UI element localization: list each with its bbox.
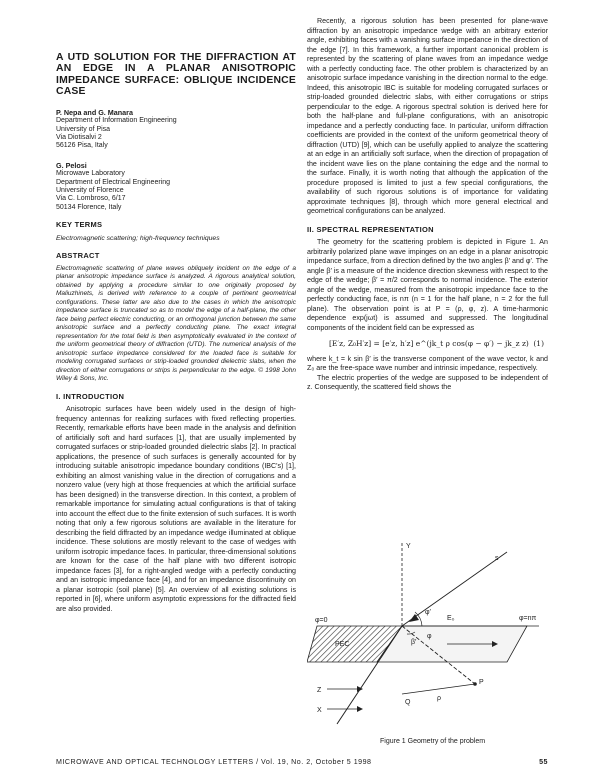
rho-line	[402, 684, 475, 694]
label-p: P	[479, 679, 484, 686]
affiliation-line: Via Diotisalvi 2	[56, 133, 102, 141]
label-e0: E₀	[447, 615, 455, 622]
introduction-text: Anisotropic surfaces have been widely used in the design of high-frequency antennas for realizing surfaces with fixed reflecting properties. Recently, remarkable efforts have been made in the analysis and definition of artificially soft and hard surfaces [1], that are usually implemented by corrugated surfaces or strip-loaded grounded dielectric slabs [2]. In practical applications, the presence of such surfaces is generally accounted for by introducing suitable anisotropic impedance boundary conditions (IBC's) [1], exhibiting an almost vanishing value in the direction of corrugations and a nonzero value (very high at those frequencies at which the artificial surface has been designed) in the transverse direction. In this context, a problem of remarkable importance for simulating actual configurations is that of taking into account the effect due to the finite extension of such surfaces. It is worth noting that only a few rigorous solutions are available in the literature for describing the field diffracted by an impedance wedge illuminated at oblique incidence. These solutions are mostly relevant to the case of wedges with uniform isotropic impedance faces. In particular, three-dimensional solutions are known for the case of the half plane with two different isotropic impedance faces [3], for a right-angled wedge with a perfectly conducting and an isotropic impedance face [4], and for an impedance discontinuity on a planar isotropic (soil plane) [5]. An overview of all existing solutions is reported in [6], where uniform asymptotic expressions for the diffracted field are also provided.	[56, 405, 297, 613]
affiliation-line: Microwave Laboratory	[56, 170, 125, 178]
label-y: Y	[406, 543, 411, 550]
label-phi-prime: φ′	[425, 609, 431, 616]
x-arrow-head	[357, 706, 363, 712]
key-terms-heading: KEY TERMS	[56, 220, 103, 230]
authors-group-1: P. Nepa and G. Manara	[56, 107, 133, 117]
affiliation-line: University of Florence	[56, 187, 124, 195]
label-phi-0: φ=0	[315, 617, 328, 624]
equation-number: (1)	[533, 339, 544, 348]
authors-group-2: G. Pelosi	[56, 160, 87, 170]
section-2-paragraph-3: The electric properties of the wedge are supposed to be independent of z. Consequently, the scattered field shows the	[307, 373, 548, 391]
right-column	[307, 17, 548, 393]
equation-body: [E′z, Z₀H′z] = [e′z, h′z] e^(jk_t ρ cos(φ − φ′) − jk_z z)	[329, 339, 529, 348]
affiliation-2	[56, 170, 296, 212]
figure-caption: Figure 1 Geometry of the problem	[380, 738, 486, 745]
introduction-heading: I. INTRODUCTION	[56, 391, 125, 401]
right-paragraph-1: Recently, a rigorous solution has been presented for plane-wave diffraction by an anisotropic impedance wedge with an arbitrary exterior angle, exhibiting faces with a vanishing surface impedance in the direction of the edge [7]. In this framework, a further important canonical problem is represented by the scattering of plane waves from an impedance wedge with a perfectly conducting face. The other problem is characterized by an anisotropic surface impedance vanishing in the direction normal to the edge. Indeed, this anisotropic IBC is suitable for modeling corrugated surfaces or strip-loaded grounded dielectric slabs, with either corrugations or strips perpendicular to the edge. A rigorous spectral solution is derived here for both the half-plane and full-plane configurations, with an anisotropic impedance and a perfectly conducting face. In particular, uniform diffraction coefficients are provided in the context of the uniform geometrical theory of diffraction (UTD) [9], which can be usefully applied to analyze the scattering at an edge in an artificially soft surface, when the direction of propagation of the incident wave lies on the plane containing the edge and the normal to the surface. Finally, it is worth noting that although the application of the procedure proposed is limited to just a few special configurations, the availability of such rigorous solutions is of importance for validating approximate techniques [8], through which more general electrical and geometrical configurations can be analyzed.	[307, 17, 548, 215]
section-2-paragraph-1: The geometry for the scattering problem is depicted in Figure 1. An arbitrarily polarized plane wave impinges on an edge in a planar anisotropic impedance surface, from a direction defined by the two angles β′ and φ′. The angle β′ is a measure of the incidence direction skewness with respect to the edge of the wedge; β′ = π/2 corresponds to normal incidence. The exterior angle of the wedge, measured from the anisotropic impedance face to the perfectly conducting face, is nπ (n = 1 for the half plane, n = 2 for the full plane). The observation point is at P = (ρ, φ, z). A time-harmonic dependence exp(jωt) is assumed and suppressed. The longitudinal components of the incident field can be expressed as	[307, 238, 548, 332]
label-x: X	[317, 707, 322, 714]
section-2-heading: II. SPECTRAL REPRESENTATION	[307, 224, 434, 234]
label-beta-prime: β′	[411, 639, 417, 646]
affiliation-line: Via C. Lombroso, 6/17	[56, 195, 126, 203]
observation-point	[473, 682, 477, 686]
affiliation-line: 50134 Florence, Italy	[56, 203, 122, 211]
abstract-text: Electromagnetic scattering of plane waves obliquely incident on the edge of a planar anisotropic impedance surface is analyzed. A rigorous analytical solution, obtained by applying a procedure similar to one originally proposed by Maliuzhinets, is derived with reference to a couple of pertinent geometrical configurations. These latter are also due to the cases in which the anisotropic impedance surface is truncated so as to model the edge of a half-plane, the other face being perfect electric conducting, or an orthogonal junction between the same anisotropic surface and a perfectly conducting plane. The exact integral representation for the total field is then asymptotically evaluated in the context of the uniform geometrical theory of diffraction (UTD). The numerical analysis of the anisotropic surface impedance considered for the loaded face is suitable for modeling corrugated surfaces or strip-loaded grounded dielectric slabs, when the direction of either corrugations or strips is perpendicular to the edge. © 1998 John Wiley & Sons, Inc.	[56, 264, 296, 383]
page-number: 55	[539, 758, 548, 766]
paper-title: A UTD SOLUTION FOR THE DIFFRACTION AT AN EDGE IN A PLANAR ANISOTROPIC IMPEDANCE SURFACE: OBLIQUE INCIDENCE CASE	[56, 52, 296, 98]
key-terms: Electromagnetic scattering; high-frequency techniques	[56, 234, 220, 242]
label-q: Q	[405, 699, 411, 706]
label-phi: φ	[427, 633, 432, 640]
label-pec: PEC	[335, 641, 350, 648]
abstract-heading: ABSTRACT	[56, 251, 100, 261]
geometry-figure	[307, 534, 548, 739]
affiliation-line: University of Pisa	[56, 125, 111, 133]
label-phi-npi: φ=nπ	[519, 615, 537, 622]
label-z: Z	[317, 687, 322, 694]
equation-1	[307, 333, 548, 355]
affiliation-line: Department of Electrical Engineering	[56, 178, 171, 186]
label-rho: ρ	[437, 695, 441, 702]
affiliation-1	[56, 117, 296, 151]
affiliation-line: Department of Information Engineering	[56, 117, 177, 125]
journal-footer: MICROWAVE AND OPTICAL TECHNOLOGY LETTERS / Vol. 19, No. 2, October 5 1998	[56, 758, 372, 766]
left-column	[56, 52, 296, 614]
section-2-paragraph-2: where k_t = k sin β′ is the transverse component of the wave vector, k and Z₀ are the free-space wave number and intrinsic impedance, respectively.	[307, 354, 548, 372]
label-s: s	[495, 555, 499, 562]
page-footer	[56, 758, 548, 770]
affiliation-line: 56126 Pisa, Italy	[56, 142, 108, 150]
